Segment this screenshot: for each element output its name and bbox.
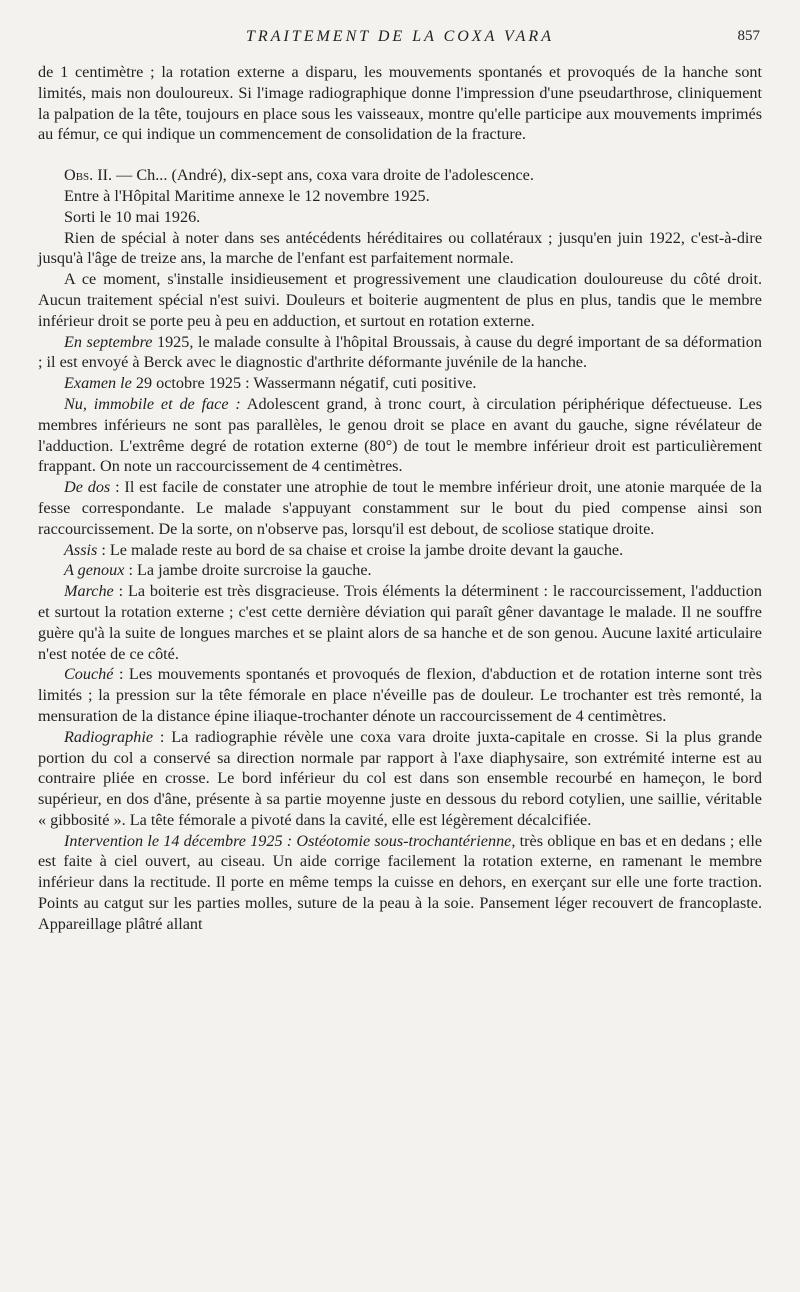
paragraph: En septembre 1925, le malade consulte à l'hôpital Broussais, à cause du degré important de sa déformation ; il est envoyé à Berck avec le diagnostic d'arthrite déformante juvénile de la hanche. <box>38 332 762 372</box>
paragraph: Intervention le 14 décembre 1925 : Ostéotomie sous-trochantérienne, très oblique en bas et en dedans ; elle est faite à ciel ouvert, au ciseau. Un aide corrige facilement la rotation externe, en ramenant le membre inférieur dans la rectitude. Il porte en même temps la cuisse en dehors, en exerçant sur elle une forte traction. Points au catgut sur les parties molles, suture de la peau à la soie. Pansement léger recouvert de francoplaste. Appareillage plâtré allant <box>38 831 763 933</box>
paragraph: A genoux : La jambe droite surcroise la gauche. <box>64 561 372 580</box>
paragraph: Sorti le 10 mai 1926. <box>64 207 201 226</box>
paragraph: Marche : La boiterie est très disgracieuse. Trois éléments la déterminent : le raccourcissement, l'adduction et surtout la rotation externe ; c'est cette dernière déviation qui paraît gêner davantage le malade. Il ne souffre guère qu'à la suite de longues marches et se plaint alors de sa hanche et de son genou. Aucune laxité articulaire n'est notée de ce côté. <box>38 582 762 663</box>
body-text <box>38 62 762 935</box>
paragraph: Nu, immobile et de face : Adolescent grand, à tronc court, à circulation périphérique défectueuse. Les membres inférieurs ne sont pas parallèles, le genou droit se place en avant du gauche, signe révélateur de l'adduction. L'extrême degré de rotation externe (80°) de tout le membre inférieur droit est particulièrement frappant. On note un raccourcissement de 4 centimètres. <box>38 394 762 476</box>
page-number: 857 <box>737 28 760 44</box>
paragraph: Rien de spécial à noter dans ses antécédents héréditaires ou collatéraux ; jusqu'en juin 1922, c'est-à-dire jusqu'à l'âge de treize ans, la marche de l'enfant est parfaitement normale. <box>38 228 762 268</box>
paragraph: Couché : Les mouvements spontanés et provoqués de flexion, d'abduction et de rotation interne sont très limités ; la pression sur la tête fémorale en place n'éveille pas de douleur. Le trochanter est très remonté, la mensuration de la distance épine iliaque-trochanter dénote un raccourcissement de 4 centimètres. <box>38 665 762 725</box>
paragraph: A ce moment, s'installe insidieusement et progressivement une claudication douloureuse du côté droit. Aucun traitement spécial n'est suivi. Douleurs et boiterie augmentent de plus en plus, tandis que le membre inférieur droit se porte peu à peu en adduction, et surtout en rotation externe. <box>38 270 762 330</box>
paragraph: Radiographie : La radiographie révèle une coxa vara droite juxta-capitale en crosse. Si la plus grande portion du col a conservé sa direction normale par rapport à l'axe diaphysaire, son extrémité interne est au contraire pliée en crosse. Le bord inférieur du col est dans son ensemble recourbé en hameçon, le bord supérieur, en dos d'âne, présente à sa partie moyenne juste en dessous du rebord cotylien, une saillie, véritable « gibbosité ». La tête fémorale a pivoté dans la cavité, elle est légèrement décalcifiée. <box>38 727 762 829</box>
paragraph: Obs. II. — Ch... (André), dix-sept ans, coxa vara droite de l'adolescence. <box>64 166 534 185</box>
paragraph: Entre à l'Hôpital Maritime annexe le 12 novembre 1925. <box>64 186 430 205</box>
running-title: TRAITEMENT DE LA COXA VARA <box>246 28 554 45</box>
paragraph: Examen le 29 octobre 1925 : Wassermann négatif, cuti positive. <box>64 374 477 393</box>
paragraph: de 1 centimètre ; la rotation externe a disparu, les mouvements spontanés et provoqués de la hanche sont limités, mais non douloureux. Si l'image radiographique donne l'impression d'une pseudarthrose, cliniquement la palpation de la tête, toujours en place sous les vaisseaux, montre qu'elle participe aux mouvements imprimés au fémur, ce qui indique un commencement de consolidation de la fracture. <box>38 63 762 144</box>
observation-label: Obs. II. <box>64 166 113 185</box>
paragraph: Assis : Le malade reste au bord de sa chaise et croise la jambe droite devant la gauche. <box>64 540 624 559</box>
page-header <box>38 22 762 54</box>
paragraph: De dos : Il est facile de constater une atrophie de tout le membre inférieur droit, une atonie marquée de la fesse correspondante. Le malade s'appuyant constamment sur le bout du pied compense ainsi son raccourcissement. De la sorte, on n'observe pas, lorsqu'il est debout, de scoliose statique droite. <box>38 478 762 538</box>
